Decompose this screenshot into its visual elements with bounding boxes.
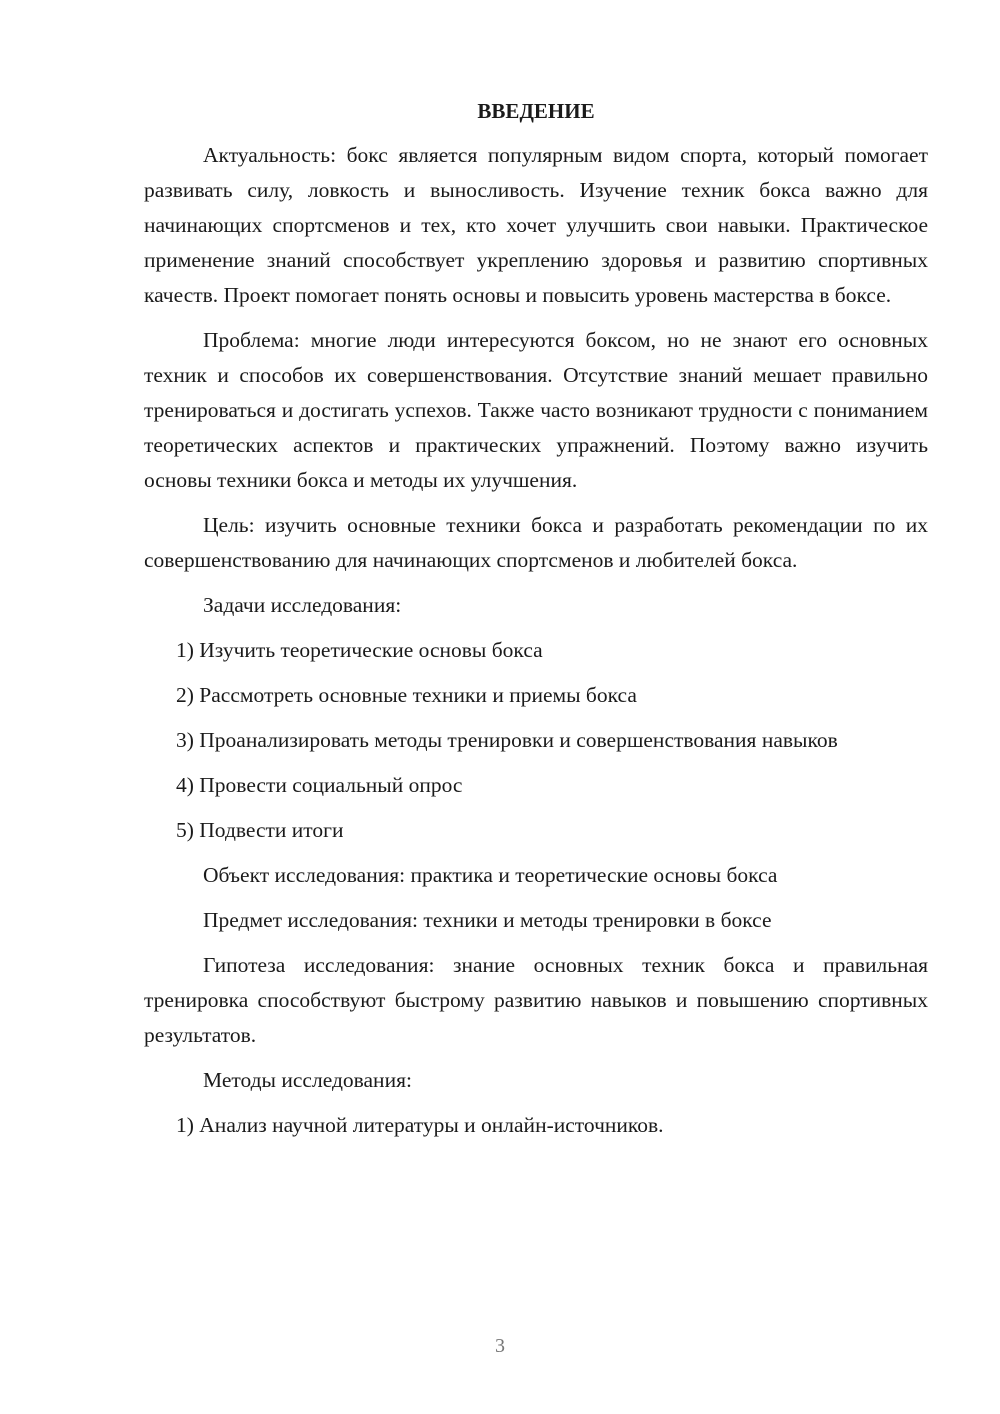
- task-item-5: 5) Подвести итоги: [176, 818, 344, 842]
- task-item-1: 1) Изучить теоретические основы бокса: [176, 638, 543, 662]
- object-paragraph: Объект исследования: практика и теоретические основы бокса: [203, 863, 778, 887]
- problem-paragraph: Проблема: многие люди интересуются боксом, но не знают его основных техник и способов их совершенствования. Отсутствие знаний мешает правильно тренироваться и достигать успехов. Также часто возникают трудности с пониманием теоретических аспектов и практических упражнений. Поэтому важно изучить основы техники бокса и методы их улучшения.: [144, 328, 928, 492]
- tasks-heading: Задачи исследования:: [203, 593, 402, 617]
- page-number: 3: [495, 1335, 505, 1357]
- method-item-1: 1) Анализ научной литературы и онлайн-источников.: [176, 1113, 664, 1137]
- task-item-2: 2) Рассмотреть основные техники и приемы бокса: [176, 683, 637, 707]
- hypothesis-paragraph: Гипотеза исследования: знание основных техник бокса и правильная тренировка способствуют быстрому развитию навыков и повышению спортивных результатов.: [144, 953, 928, 1047]
- task-item-3: 3) Проанализировать методы тренировки и совершенствования навыков: [176, 728, 838, 752]
- goal-paragraph: Цель: изучить основные техники бокса и разработать рекомендации по их совершенствованию для начинающих спортсменов и любителей бокса.: [144, 513, 928, 572]
- subject-paragraph: Предмет исследования: техники и методы тренировки в боксе: [203, 908, 772, 932]
- methods-heading: Методы исследования:: [203, 1068, 412, 1092]
- page-title: ВВЕДЕНИЕ: [477, 99, 595, 123]
- task-item-4: 4) Провести социальный опрос: [176, 773, 463, 797]
- relevance-paragraph: Актуальность: бокс является популярным видом спорта, который помогает развивать силу, ловкость и выносливость. Изучение техник бокса важно для начинающих спортсменов и тех, кто хочет улучшить свои навыки. Практическое применение знаний способствует укреплению здоровья и развитию спортивных качеств. Проект помогает понять основы и повысить уровень мастерства в боксе.: [144, 143, 928, 307]
- document-page: [144, 96, 928, 1153]
